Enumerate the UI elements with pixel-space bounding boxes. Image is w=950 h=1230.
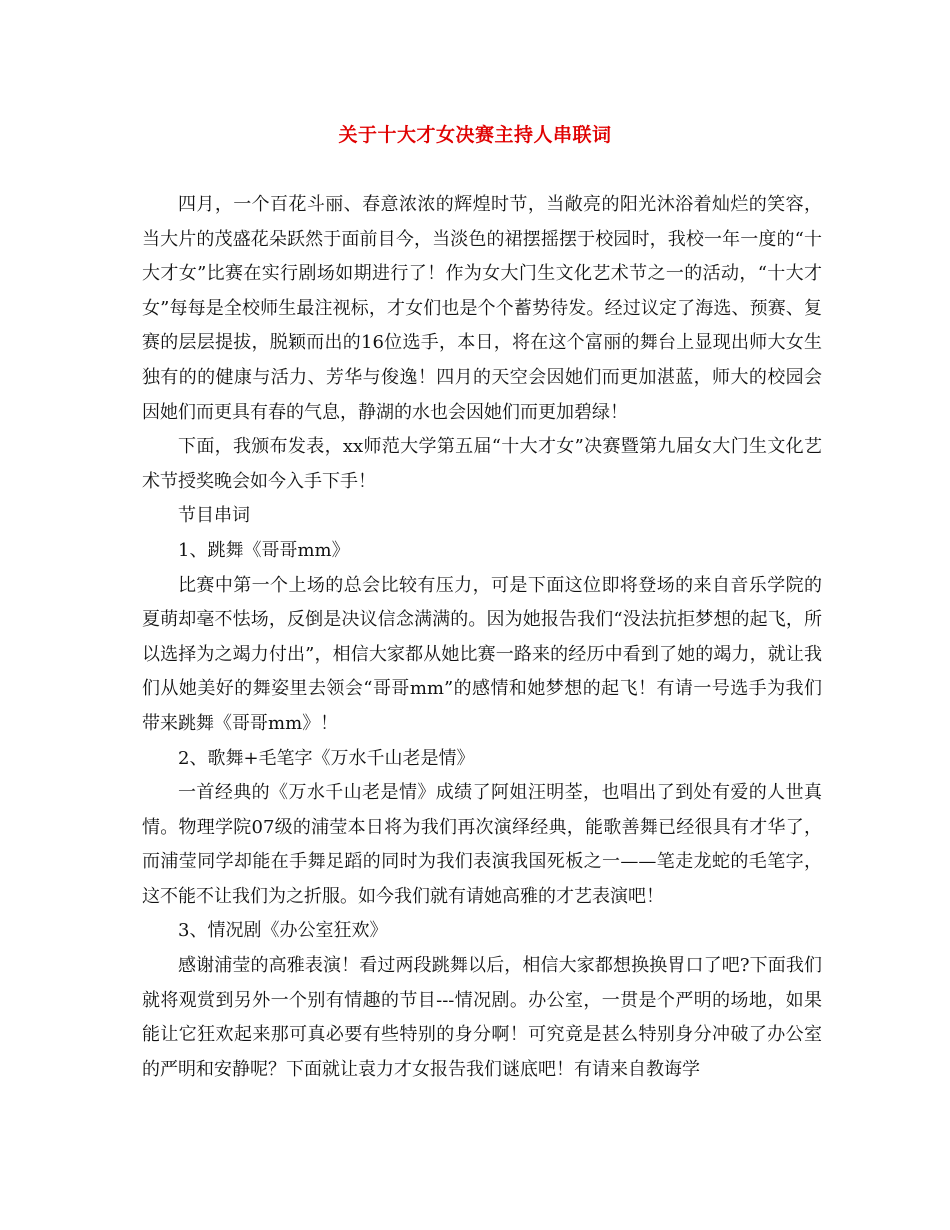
document-title: 关于十大才女决赛主持人串联词 [338,124,612,146]
paragraph-announcement: 下面，我颁布发表，xx师范大学第五届“十大才女”决赛暨第九届女大门生文化艺术节授奖晚会如今入手下手！ [142,436,822,492]
program-item-text-1: 比赛中第一个上场的总会比较有压力，可是下面这位即将登场的来自音乐学院的夏萌却毫不怯场，反倒是决议信念满满的。因为她报告我们“没法抗拒梦想的起飞，所以选择为之竭力付出”，相信大家都从她比赛一路来的经历中看到了她的竭力，就让我们从她美好的舞姿里去领会“哥哥mm”的感情和她梦想的起飞！有请一号选手为我们带来跳舞《哥哥mm》！ [142,574,822,734]
program-item-text-3: 感谢浦莹的高雅表演！看过两段跳舞以后，相信大家都想换换胃口了吧?下面我们就将观赏到另外一个别有情趣的节目---情况剧。办公室，一贯是个严明的场地，如果能让它狂欢起来那可真必要有些特别的身分啊！可究竟是甚么特别身分冲破了办公室的严明和安静呢？下面就让袁力才女报告我们谜底吧！有请来自教诲学 [142,955,822,1080]
program-item-heading-2: 2、歌舞+毛笔字《万水千山老是情》 [178,747,475,769]
program-item-heading-1: 1、跳舞《哥哥mm》 [178,539,350,561]
program-item-text-2: 一首经典的《万水千山老是情》成绩了阿姐汪明荃，也唱出了到处有爱的人世真情。物理学院07级的浦莹本日将为我们再次演绎经典，能歌善舞已经很具有才华了，而浦莹同学却能在手舞足蹈的同时为我们表演我国死板之一——笔走龙蛇的毛笔字，这不能不让我们为之折服。如今我们就有请她高雅的才艺表演吧！ [142,782,822,907]
program-item-heading-3: 3、情况剧《办公室狂欢》 [178,920,388,942]
paragraph-intro: 四月，一个百花斗丽、春意浓浓的辉煌时节，当敞亮的阳光沐浴着灿烂的笑容，当大片的茂盛花朵跃然于面前目今，当淡色的裙摆摇摆于校园时，我校一年一度的“十大才女”比赛在实行剧场如期进行了！作为女大门生文化艺术节之一的活动，“十大才女”每每是全校师生最注视标，才女们也是个个蓄势待发。经过议定了海选、预赛、复赛的层层提拔，脱颖而出的16位选手，本日，将在这个富丽的舞台上显现出师大女生独有的的健康与活力、芳华与俊逸！四月的天空会因她们而更加湛蓝，师大的校园会因她们而更具有春的气息，静湖的水也会因她们而更加碧绿！ [142,194,822,423]
document-body [142,188,822,1087]
section-heading: 节目串词 [178,505,250,527]
